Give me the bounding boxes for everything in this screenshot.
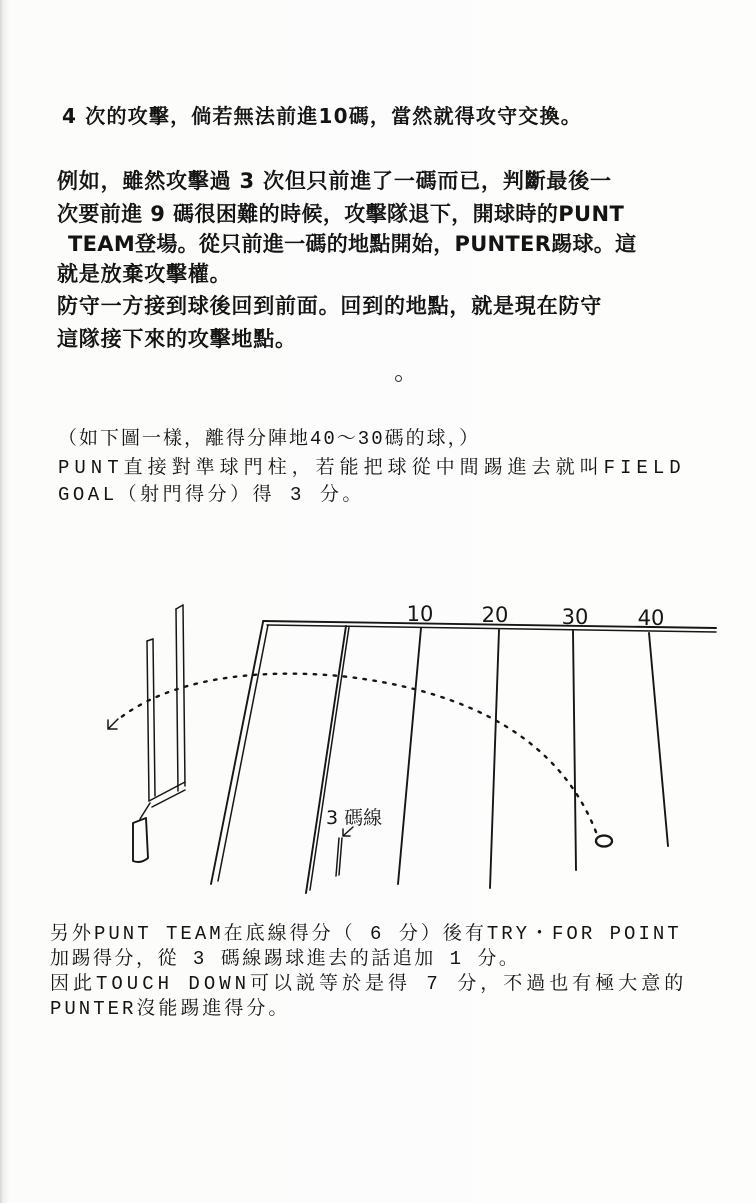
punt-paragraph-line: TEAM登場。從只前進一碼的地點開始，PUNTER踢球。這 [68, 232, 637, 256]
extra-point-paragraph-line: PUNTER沒能踢進得分。 [50, 998, 291, 1020]
punt-paragraph-line: 防守一方接到球後回到前面。回到的地點，就是現在防守 [57, 294, 602, 318]
yard-label-10: 10 [406, 602, 434, 626]
goal-post-crossbar-edge [152, 790, 185, 807]
intro-line: 4 次的攻擊，倘若無法前進10碼，當然就得攻守交換。 [62, 104, 582, 128]
goal-post-neck [140, 803, 150, 819]
yard-label-30: 30 [561, 605, 589, 629]
goal-post-left-upright [147, 641, 149, 801]
extra-point-paragraph-line: 加踢得分，從 3 碼線踢球進去的話追加 1 分。 [50, 948, 521, 970]
end-line-inner [218, 625, 268, 881]
three-yard-line-mark [336, 838, 339, 876]
goal-line [306, 626, 346, 893]
punt-paragraph-line: 就是放棄攻擊權。 [57, 262, 232, 286]
goal-post-right-upright-edge [183, 605, 185, 786]
goal-line-inner [310, 627, 349, 890]
trajectory-arrowhead [108, 719, 118, 729]
yard-line-10 [398, 628, 421, 884]
extra-point-paragraph-line: 因此TOUCH DOWN可以説等於是得 7 分，不過也有極大意的 [50, 973, 688, 995]
yard-line-30 [573, 631, 576, 870]
yard-label-20: 20 [481, 603, 509, 627]
goal-post-left-upright-edge [153, 639, 155, 796]
punt-paragraph-line: 次要前進 9 碼很困難的時候，攻擊隊退下，開球時的PUNT [57, 202, 625, 226]
field-goal-paragraph-line: （如下圖一樣，離得分陣地40～30碼的球，） [58, 428, 481, 450]
goal-post [133, 605, 185, 862]
yard-line-20 [490, 630, 499, 888]
goal-post-right-upright [176, 609, 178, 791]
punt-paragraph-line: 例如，雖然攻擊過 3 次但只前進了一碼而已，判斷最後一 [57, 169, 612, 193]
field-goal-paragraph-line: PUNT直接對準球門柱，若能把球從中間踢進去就叫FIELD [58, 457, 686, 479]
field-goal-paragraph-line: GOAL（射門得分）得 3 分。 [58, 484, 365, 506]
end-line [211, 622, 263, 884]
three-yard-line-mark-edge [339, 838, 342, 875]
punt-paragraph-line: 這隊接下來的攻擊地點。 [57, 327, 297, 351]
football [596, 836, 612, 847]
yard-line-40 [649, 633, 668, 846]
yard-label-40: 40 [637, 606, 665, 630]
extra-point-paragraph-line: 另外PUNT TEAM在底線得分（ 6 分）後有TRY・FOR POINT [50, 923, 682, 945]
goal-post-right-cap [176, 605, 183, 609]
goal-post-base [133, 818, 148, 862]
three-yard-line-label: 3 碼線 [326, 807, 383, 829]
goal-post-left-cap [147, 639, 153, 641]
